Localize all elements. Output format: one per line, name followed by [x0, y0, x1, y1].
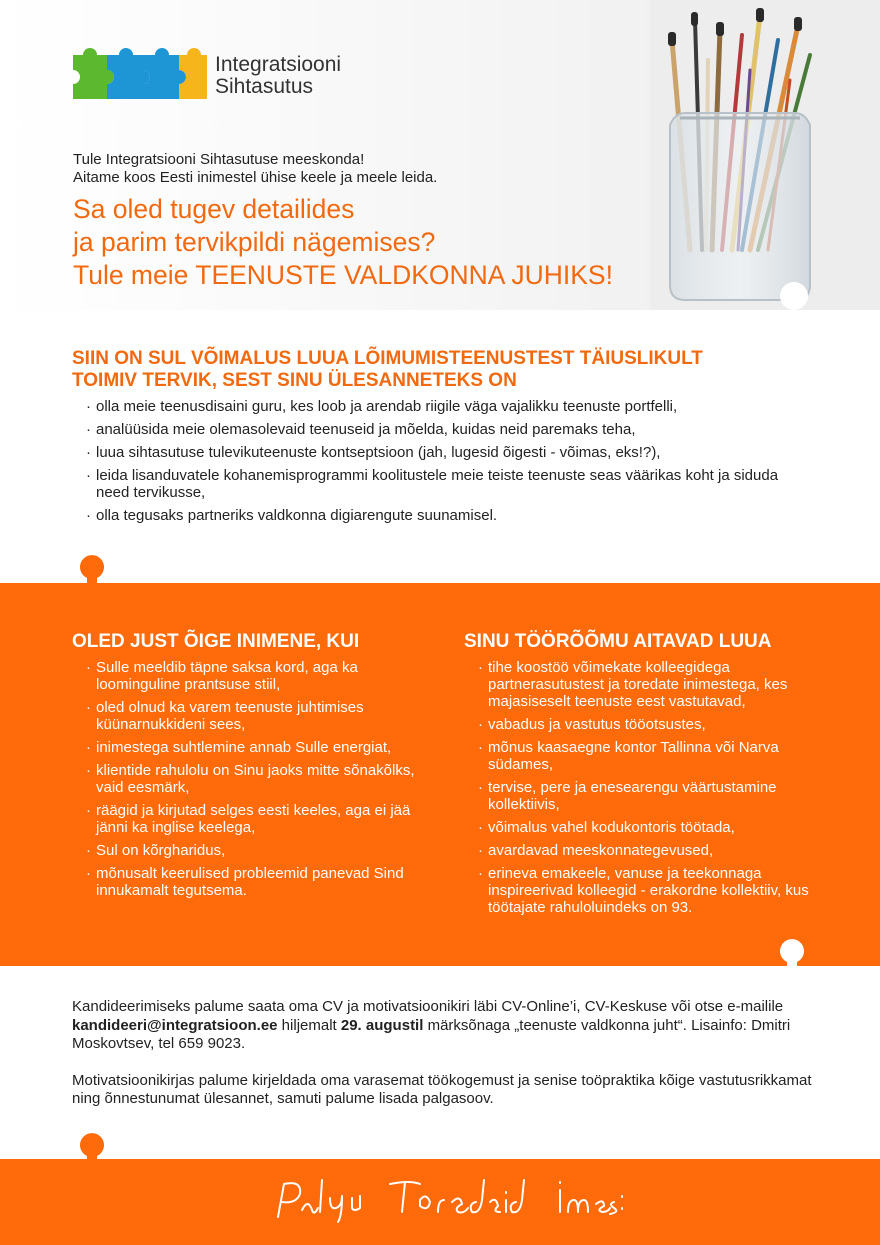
application-paragraph: [72, 998, 822, 1054]
benefits-title: SINU TÖÖRÕÕMU AITAVAD LUUA: [464, 631, 772, 652]
list-item: · mõnus kaasaegne kontor Tallinna või Narva südames,: [478, 739, 838, 773]
benefits-list: [478, 659, 838, 916]
puzzle-nub-decoration: [75, 550, 109, 586]
email-link[interactable]: kandideeri@integratsioon.ee: [72, 1016, 278, 1034]
list-item: · inimestega suhtlemine annab Sulle energiat,: [86, 739, 436, 756]
list-item: · tihe koostöö võimekate kolleegidega partnerasutustest ja toredate inimestega, kes majasiseselt teenuste eest vastutavad,: [478, 659, 838, 710]
handwritten-signature: [270, 1172, 630, 1232]
list-item: · Sulle meeldib täpne saksa kord, aga ka loominguline prantsuse stiil,: [86, 659, 436, 693]
profile-benefits-band: [0, 583, 880, 966]
benefits-column: [464, 631, 844, 922]
intro-text: [73, 151, 437, 187]
list-item: · räägid ja kirjutad selges eesti keeles, aga ei jää jänni ka inglise keelega,: [86, 802, 436, 836]
profile-title: OLED JUST ÕIGE INIMENE, KUI: [72, 631, 360, 652]
motivation-paragraph: Motivatsioonikirjas palume kirjeldada oma varasemat töökogemust ja senise toöpraktika kõige vastutusrikkamat ning õnnestunumat ülesannet, samuti palume lisada palgasoov.: [72, 1071, 812, 1107]
list-item: · tervise, pere ja enesearengu väärtustamine kollektiivis,: [478, 779, 838, 813]
headline-line2: ja parim tervikpildi nägemises?: [73, 227, 436, 257]
list-item: · analüüsida meie olemasolevaid teenuseid ja mõelda, kuidas neid paremaks teha,: [86, 421, 832, 438]
intro-line1: Tule Integratsiooni Sihtasutuse meeskonda!: [73, 151, 365, 168]
list-item: · Sul on kõrgharidus,: [86, 842, 436, 859]
apply-text-c: märksõnaga „teenuste valdkonna juht“. Lisainfo: Dmitri Moskovtsev, tel 659 9023.: [72, 1016, 791, 1052]
list-item: · olla meie teenusdisaini guru, kes loob ja arendab riigile väga vajalikku teenuste portfelli,: [86, 398, 832, 415]
logo-line1: Integratsiooni: [215, 53, 342, 76]
responsibilities-title-line2: TOIMIV TERVIK, SEST SINU ÜLESANNETEKS ON: [72, 370, 517, 391]
list-item: · olla tegusaks partneriks valdkonna digiarengute suunamisel.: [86, 507, 832, 524]
hero-section: [0, 0, 880, 310]
headline: [73, 193, 613, 292]
profile-list: [86, 659, 436, 899]
intro-line2: Aitame koos Eesti inimestel ühise keele ja meele leida.: [73, 169, 438, 186]
headline-line3: Tule meie TEENUSTE VALDKONNA JUHIKS!: [73, 260, 613, 290]
list-item: · erineva emakeele, vanuse ja teekonnaga inspireerivad kolleegid - erakordne kollektiiv, kus töötajate rahuloluindeks on 93.: [478, 865, 838, 916]
apply-text-a: Kandideerimiseks palume saata oma CV ja motivatsioonikiri läbi CV-Online’i, CV-Keskuse või otse e-mailile: [72, 998, 784, 1015]
list-item: · leida lisanduvatele kohanemisprogrammi koolitustele meie teiste teenuste seas väärikas koht ja siduda need tervikusse,: [86, 467, 806, 501]
logo-line2: Sihtasutus: [215, 75, 314, 98]
apply-text-b: hiljemalt: [277, 1016, 341, 1034]
application-info: [72, 998, 822, 1127]
list-item: · võimalus vahel kodukontoris töötada,: [478, 819, 838, 836]
list-item: · oled olnud ka varem teenuste juhtimises küünarnukkideni sees,: [86, 699, 436, 733]
list-item: · vabadus ja vastutus tööotsustes,: [478, 716, 838, 733]
list-item: · klientide rahulolu on Sinu jaoks mitte sõnakõlks, vaid eesmärk,: [86, 762, 436, 796]
profile-column: [72, 631, 442, 905]
paintbrush-jar-photo: [650, 0, 880, 310]
puzzle-logo-icon: [73, 47, 207, 105]
deadline: 29. augustil: [340, 1016, 424, 1034]
headline-line1: Sa oled tugev detailides: [73, 194, 355, 224]
logo: [73, 47, 341, 105]
responsibilities-title: [72, 348, 832, 392]
responsibilities-list: [86, 398, 832, 524]
responsibilities-title-line1: SIIN ON SUL VÕIMALUS LUUA LÕIMUMISTEENUSTEST TÄIUSLIKULT: [72, 348, 703, 369]
list-item: · luua sihtasutuse tulevikuteenuste kontseptsioon (jah, lugesid õigesti - võimas, eks!?),: [86, 444, 832, 461]
list-item: · avardavad meeskonnategevused,: [478, 842, 838, 859]
list-item: · mõnusalt keerulised probleemid panevad Sind innukamalt tegutsema.: [86, 865, 436, 899]
logo-text: [215, 54, 341, 98]
responsibilities-section: [72, 348, 832, 530]
puzzle-nub-decoration: [775, 934, 809, 970]
